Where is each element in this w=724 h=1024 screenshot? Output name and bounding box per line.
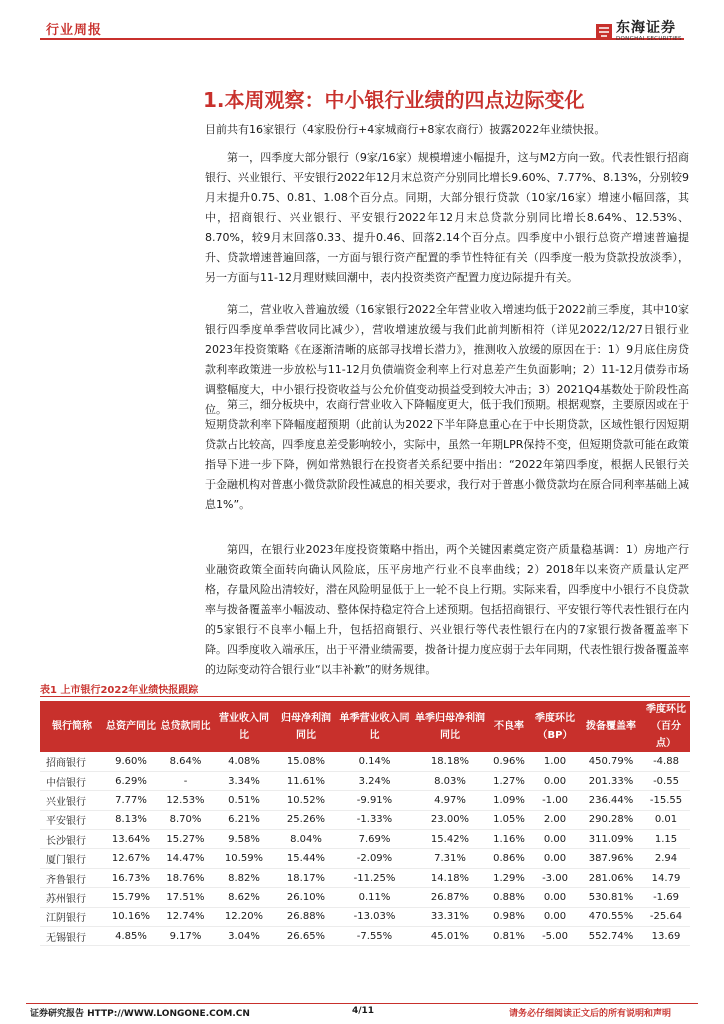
table-cell: 4.08% xyxy=(213,752,275,771)
footer-divider xyxy=(26,1003,698,1004)
bank-name-cell: 江阴银行 xyxy=(40,907,104,926)
page-number: 4/11 xyxy=(352,1006,375,1016)
table-cell: 0.11% xyxy=(337,888,412,907)
paragraph-second-point: 第二，营业收入普遍放缓（16家银行2022全年营业收入增速均低于2022前三季度，其中10家银行四季度单季营收同比减少），营收增速放缓与我们此前判断相符（详见2022/12/27日银行业2023年投资策略《在逐渐清晰的底部寻找增长潜力》，推测收入放缓的原因在于：1）9月底住房贷款利率政策进一步放松与11-12月负债端资金利率上行对息差产生负面影响；2）11-12月债券市场调整幅度大，中小银行投资收益与公允价值变动损益受到较大冲击；3）2021Q4基数处于阶段性高位。 xyxy=(205,303,689,416)
table-cell: 450.79% xyxy=(580,752,642,771)
table-cell: 12.67% xyxy=(104,849,158,868)
table-cell: 0.00 xyxy=(530,888,580,907)
table-cell: 10.52% xyxy=(275,791,337,810)
col-header: 总资产同比 xyxy=(104,701,158,752)
col-header: 总贷款同比 xyxy=(158,701,213,752)
table-cell: 13.69 xyxy=(642,927,690,946)
col-header: 营业收入同比 xyxy=(213,701,275,752)
table-cell: 7.77% xyxy=(104,791,158,810)
table-cell: 0.00 xyxy=(530,830,580,849)
table-cell: -13.03% xyxy=(337,907,412,926)
table-cell: 6.21% xyxy=(213,810,275,829)
table-cell: 0.81% xyxy=(488,927,530,946)
logo-name-en: DONGHAI SECURITIES xyxy=(616,36,682,42)
table-cell: 236.44% xyxy=(580,791,642,810)
table-cell: 16.73% xyxy=(104,868,158,887)
table-cell: 23.00% xyxy=(412,810,488,829)
table-cell: 26.88% xyxy=(275,907,337,926)
table-cell: 1.16% xyxy=(488,830,530,849)
table-cell: 3.04% xyxy=(213,927,275,946)
paragraph-intro: 目前共有16家银行（4家股份行+4家城商行+8家农商行）披露2022年业绩快报。 xyxy=(205,123,606,136)
paragraph-first-point: 第一，四季度大部分银行（9家/16家）规模增速小幅提升，这与M2方向一致。代表性银行招商银行、兴业银行、平安银行2022年12月末总资产分别同比增长9.60%、7.77%、8.13%，分别较9月末提升0.75、0.81、1.08个百分点。同期，大部分银行贷款（10家/16家）增速小幅回落，其中，招商银行、兴业银行、平安银行2022年12月末总贷款分别同比增长8.64%、12.53%、8.70%，较9月末回落0.33、提升0.46、回落2.14个百分点。四季度中小银行总资产增速普遍提升、贷款增速普遍回落，一方面与银行资产配置的季节性特征有关（四季度一般为贷款投放淡季），另一方面与11-12月理财赎回潮中，表内投资类资产配置力度边际提升有关。 xyxy=(205,151,689,284)
table-cell: 8.03% xyxy=(412,771,488,790)
section-tag: 行业周报 xyxy=(46,23,103,38)
table-row xyxy=(40,927,690,946)
bank-name-cell: 厦门银行 xyxy=(40,849,104,868)
bank-name-cell: 无锡银行 xyxy=(40,927,104,946)
table-cell: 8.62% xyxy=(213,888,275,907)
table-cell: -15.55 xyxy=(642,791,690,810)
table-cell: 10.16% xyxy=(104,907,158,926)
table-cell: 290.28% xyxy=(580,810,642,829)
paragraph-fourth-point: 第四，在银行业2023年度投资策略中指出，两个关键因素奠定资产质量稳基调：1）房地产行业融资政策全面转向确认风险底，压平房地产行业不良率曲线；2）2018年以来资产质量认定严格，存量风险出清较好，潜在风险明显低于上一轮不良上行期。实际来看，四季度中小银行不良贷款率与拨备覆盖率小幅波动、整体保持稳定符合上述预期。包括招商银行、平安银行等代表性银行在内的5家银行不良率小幅上升，包括招商银行、兴业银行等代表性银行在内的7家银行拨备覆盖率下降。四季度收入端承压，出于平滑业绩需要，拨备计提力度应弱于去年同期，代表性银行拨备覆盖率的边际变动符合银行业“以丰补歉”的财务规律。 xyxy=(205,543,689,676)
table-cell: 0.01 xyxy=(642,810,690,829)
col-header: 归母净利润同比 xyxy=(275,701,337,752)
table-header-row xyxy=(40,701,690,752)
table-row xyxy=(40,771,690,790)
table-cell: - xyxy=(158,771,213,790)
col-header: 单季营业收入同比 xyxy=(337,701,412,752)
table-cell: -1.33% xyxy=(337,810,412,829)
table-cell: 13.64% xyxy=(104,830,158,849)
col-header: 银行简称 xyxy=(40,701,104,752)
table-cell: 0.88% xyxy=(488,888,530,907)
table-row xyxy=(40,888,690,907)
table-cell: 8.64% xyxy=(158,752,213,771)
table-cell: 33.31% xyxy=(412,907,488,926)
table-cell: 3.24% xyxy=(337,771,412,790)
table-cell: 530.81% xyxy=(580,888,642,907)
company-logo xyxy=(596,21,682,43)
table-cell: 17.51% xyxy=(158,888,213,907)
table-cell: -0.55 xyxy=(642,771,690,790)
table-cell: 1.09% xyxy=(488,791,530,810)
table-cell: 0.00 xyxy=(530,849,580,868)
section-title: 1.本周观察：中小银行业绩的四点边际变化 xyxy=(203,88,585,112)
table-cell: 14.18% xyxy=(412,868,488,887)
table-cell: 1.15 xyxy=(642,830,690,849)
footer-source: 证券研究报告 HTTP://WWW.LONGONE.COM.CN xyxy=(30,1009,250,1019)
table-cell: 15.79% xyxy=(104,888,158,907)
table-cell: 552.74% xyxy=(580,927,642,946)
table-cell: 8.82% xyxy=(213,868,275,887)
table-cell: 9.58% xyxy=(213,830,275,849)
col-header: 拨备覆盖率 xyxy=(580,701,642,752)
bank-name-cell: 苏州银行 xyxy=(40,888,104,907)
bank-name-cell: 平安银行 xyxy=(40,810,104,829)
table-cell: 0.98% xyxy=(488,907,530,926)
table-cell: 15.08% xyxy=(275,752,337,771)
table-cell: 12.20% xyxy=(213,907,275,926)
table-cell: 26.87% xyxy=(412,888,488,907)
table-cell: 9.17% xyxy=(158,927,213,946)
table-cell: 14.79 xyxy=(642,868,690,887)
table-cell: 1.05% xyxy=(488,810,530,829)
table-cell: 10.59% xyxy=(213,849,275,868)
table-row xyxy=(40,907,690,926)
table-cell: 12.74% xyxy=(158,907,213,926)
table-cell: 8.04% xyxy=(275,830,337,849)
table-cell: 0.96% xyxy=(488,752,530,771)
col-header: 季度环比（BP） xyxy=(530,701,580,752)
table-cell: 387.96% xyxy=(580,849,642,868)
table-cell: 11.61% xyxy=(275,771,337,790)
table-cell: -2.09% xyxy=(337,849,412,868)
table-cell: 1.29% xyxy=(488,868,530,887)
table-cell: 2.00 xyxy=(530,810,580,829)
table-cell: 7.69% xyxy=(337,830,412,849)
table-cell: 0.14% xyxy=(337,752,412,771)
table-title: 表1 上市银行2022年业绩快报跟踪 xyxy=(40,685,199,696)
table-cell: 6.29% xyxy=(104,771,158,790)
table-cell: 7.31% xyxy=(412,849,488,868)
table-row xyxy=(40,868,690,887)
table-cell: 4.97% xyxy=(412,791,488,810)
table-cell: 0.51% xyxy=(213,791,275,810)
table-cell: 26.65% xyxy=(275,927,337,946)
table-cell: 1.27% xyxy=(488,771,530,790)
table-cell: 15.27% xyxy=(158,830,213,849)
table-cell: 4.85% xyxy=(104,927,158,946)
table-cell: -5.00 xyxy=(530,927,580,946)
table-cell: 14.47% xyxy=(158,849,213,868)
table-cell: 201.33% xyxy=(580,771,642,790)
bank-name-cell: 招商银行 xyxy=(40,752,104,771)
col-header: 季度环比（百分点） xyxy=(642,701,690,752)
table-row xyxy=(40,810,690,829)
bank-name-cell: 兴业银行 xyxy=(40,791,104,810)
table-cell: 0.86% xyxy=(488,849,530,868)
bank-name-cell: 长沙银行 xyxy=(40,830,104,849)
table-cell: 0.00 xyxy=(530,907,580,926)
table-cell: -7.55% xyxy=(337,927,412,946)
table-row xyxy=(40,830,690,849)
table-cell: 3.34% xyxy=(213,771,275,790)
header-divider xyxy=(40,38,684,40)
table-cell: 1.00 xyxy=(530,752,580,771)
table-cell: 12.53% xyxy=(158,791,213,810)
table-cell: 311.09% xyxy=(580,830,642,849)
table-cell: -3.00 xyxy=(530,868,580,887)
table-row xyxy=(40,791,690,810)
table-cell: 2.94 xyxy=(642,849,690,868)
table-cell: -1.00 xyxy=(530,791,580,810)
table-cell: 8.13% xyxy=(104,810,158,829)
table-row xyxy=(40,849,690,868)
table-cell: 15.42% xyxy=(412,830,488,849)
col-header: 不良率 xyxy=(488,701,530,752)
table-cell: -4.88 xyxy=(642,752,690,771)
table-cell: 8.70% xyxy=(158,810,213,829)
table-cell: 15.44% xyxy=(275,849,337,868)
table-cell: 9.60% xyxy=(104,752,158,771)
table-cell: 470.55% xyxy=(580,907,642,926)
table-cell: 25.26% xyxy=(275,810,337,829)
logo-mark-icon xyxy=(596,24,612,40)
table-cell: 18.76% xyxy=(158,868,213,887)
table-cell: -25.64 xyxy=(642,907,690,926)
col-header: 单季归母净利润同比 xyxy=(412,701,488,752)
table-cell: 26.10% xyxy=(275,888,337,907)
table-cell: -1.69 xyxy=(642,888,690,907)
table-cell: 18.17% xyxy=(275,868,337,887)
table-title-divider xyxy=(40,696,690,697)
table-cell: 18.18% xyxy=(412,752,488,771)
table-row xyxy=(40,752,690,771)
earnings-table xyxy=(40,701,690,946)
bank-name-cell: 中信银行 xyxy=(40,771,104,790)
table-cell: 0.00 xyxy=(530,771,580,790)
bank-name-cell: 齐鲁银行 xyxy=(40,868,104,887)
logo-name-cn: 东海证券 xyxy=(616,20,676,36)
table-cell: 45.01% xyxy=(412,927,488,946)
table-cell: -9.91% xyxy=(337,791,412,810)
table-cell: -11.25% xyxy=(337,868,412,887)
footer-disclaimer: 请务必仔细阅读正文后的所有说明和声明 xyxy=(509,1009,672,1019)
paragraph-third-point: 第三，细分板块中，农商行营业收入下降幅度更大，低于我们预期。根据观察，主要原因或在于短期贷款利率下降幅度超预期（此前认为2022下半年降息重心在于中长期贷款，区域性银行因短期贷款占比较高，四季度息差受影响较小，实际中，虽然一年期LPR保持不变，但短期贷款可能在政策指导下进一步下降，例如常熟银行在投资者关系纪要中指出：“2022年第四季度，根据人民银行关于金融机构对普惠小微贷款阶段性减息的相关要求，我行对于普惠小微贷款均在原合同利率基础上减息1%”。 xyxy=(205,398,689,511)
table-cell: 281.06% xyxy=(580,868,642,887)
